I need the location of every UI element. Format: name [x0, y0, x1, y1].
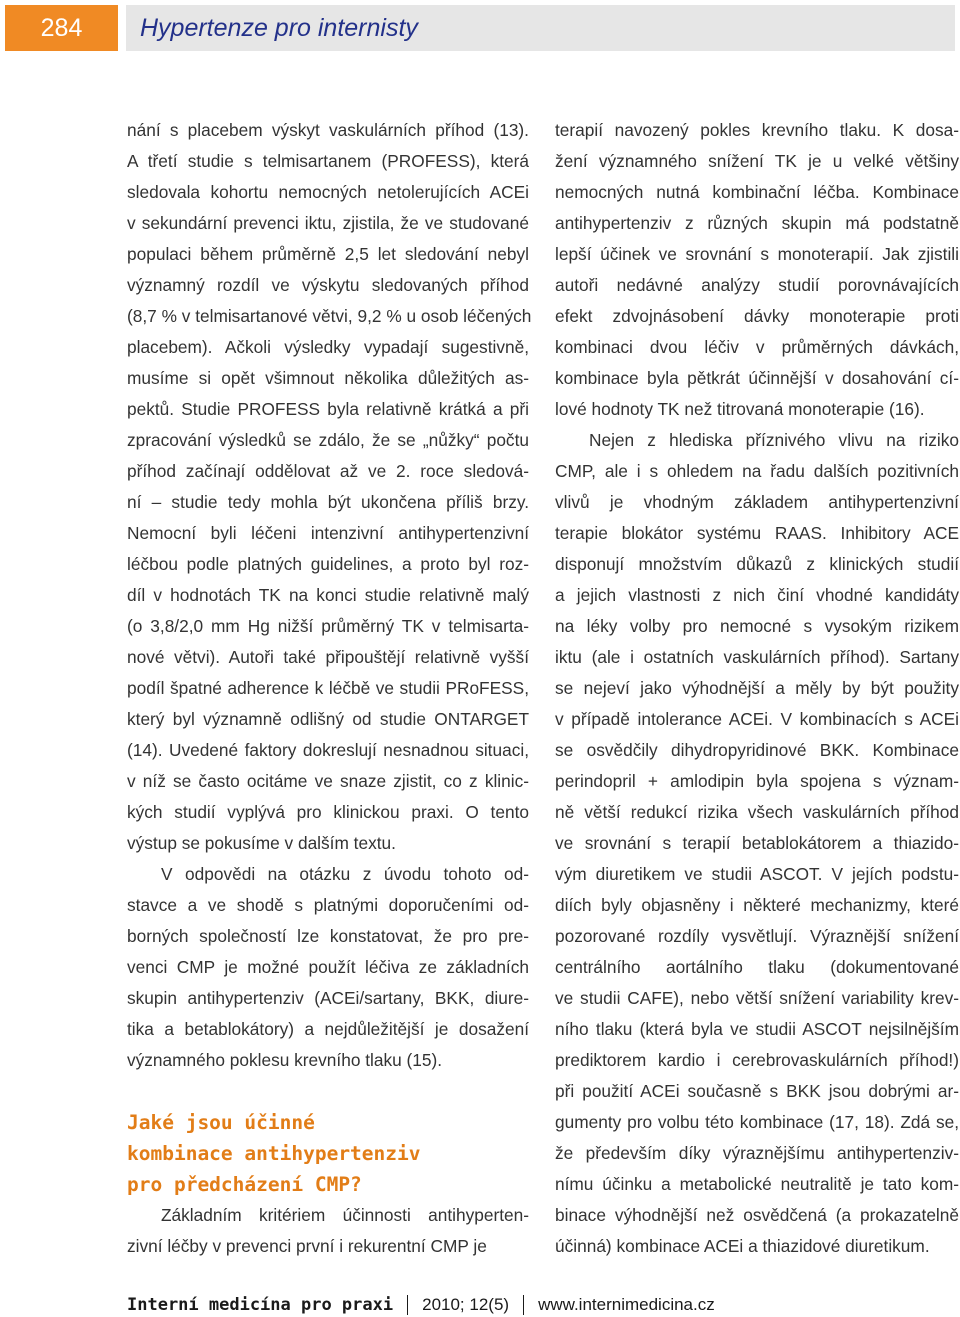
text-line: se osvědčily dihydropyridinové BKK. Kombinace — [555, 740, 959, 760]
text-line: iktu (ale i ostatních vaskulárních příhod). Sartany — [555, 647, 959, 667]
text-line: v sekundární prevenci iktu, zjistila, že ve studované — [127, 213, 529, 233]
section-heading-line: Jaké jsou účinné — [127, 1111, 315, 1134]
text-line: sledovala kohortu nemocných netolerujících ACEi — [127, 182, 529, 202]
text-line: binace výhodnější než osvědčená (a prokazatelně — [555, 1205, 959, 1225]
footer-url[interactable]: www.internimedicina.cz — [538, 1295, 715, 1314]
text-line: borných společností lze konstatovat, že pro pre- — [127, 926, 529, 946]
text-line: lové hodnoty TK než titrovaná monoterapie (16). — [555, 399, 925, 419]
text-line: se nejeví jako výhodnější a měly by být použity — [555, 678, 959, 698]
footer-divider — [523, 1295, 524, 1315]
page-footer — [127, 1293, 957, 1317]
text-line: A třetí studie s telmisartanem (PROFESS), která — [127, 151, 529, 171]
text-line: který byl významně odlišný od studie ONTARGET — [127, 709, 529, 729]
text-line: terapie blokátor systému RAAS. Inhibitory ACE — [555, 523, 959, 543]
text-line: musíme si opět všimnout několika důležitých as- — [127, 368, 529, 388]
text-line: ve studii CAFE), nebo větší snížení variability krev- — [555, 988, 959, 1008]
text-line: (14). Uvedené faktory dokreslují nesnadnou situaci, — [127, 740, 529, 760]
text-line: disponují množstvím důkazů z klinických studií — [555, 554, 959, 574]
text-line: (o 3,8/2,0 mm Hg nižší průměrný TK v telmisarta- — [127, 616, 529, 636]
left-column — [127, 115, 532, 1262]
text-line: terapií navozený pokles krevního tlaku. K dosa- — [555, 120, 959, 140]
spacer — [127, 1076, 529, 1107]
section-heading-line: kombinace antihypertenziv — [127, 1142, 421, 1165]
text-line: v níž se často ocitáme ve snaze zjistit, co z klinic- — [127, 771, 529, 791]
footer-journal-name: Interní medicína pro praxi — [127, 1295, 394, 1315]
text-line: lepší účinek ve srovnání s monoterapií. Jak zjistili — [555, 244, 959, 264]
text-line: centrálního aortálního tlaku (dokumentované — [555, 957, 959, 977]
right-column — [555, 115, 959, 1262]
text-line: díl v hodnotách TK na konci studie relativně malý — [127, 585, 529, 605]
section-heading-line: pro předcházení CMP? — [127, 1173, 362, 1196]
text-line: efekt zdvojnásobení dávky monoterapie proti — [555, 306, 959, 326]
text-line: ní – studie tedy mohla být ukončena příliš brzy. — [127, 492, 529, 512]
text-line: významného poklesu krevního tlaku (15). — [127, 1050, 443, 1070]
text-line: příhod začínají oddělovat až ve 2. roce sledová- — [127, 461, 529, 481]
text-line: stavce a ve shodě s platnými doporučeními od- — [127, 895, 529, 915]
text-line: skupin antihypertenziv (ACEi/sartany, BKK, diure- — [127, 988, 529, 1008]
text-line: vým diuretikem ve studii ASCOT. V jejích podstu- — [555, 864, 959, 884]
text-line: Nemocní byli léčeni intenzivní antihypertenzivní — [127, 523, 529, 543]
text-line: venci CMP je možné použít léčiva ze základních — [127, 957, 529, 977]
text-line: významný rozdíl ve výskytu sledovaných příhod — [127, 275, 529, 295]
text-line: Základním kritériem účinnosti antihyperten- — [161, 1205, 529, 1225]
text-line: pozorované rozdíly vysvětlují. Výraznější snížení — [555, 926, 959, 946]
text-line: žení významného snížení TK je u velké většiny — [555, 151, 959, 171]
page-number: 284 — [5, 5, 118, 51]
footer-divider — [407, 1295, 408, 1315]
text-line: nové větvi). Autoři také připouštějí relativně vyšší — [127, 647, 529, 667]
text-line: pektů. Studie PROFESS byla relativně krátká a při — [127, 399, 529, 419]
text-line: zivní léčby v prevenci první i rekurentní CMP je — [127, 1236, 487, 1256]
text-line: a jejich vlastnosti z nich činí vhodné kandidáty — [555, 585, 959, 605]
text-line: V odpovědi na otázku z úvodu tohoto od- — [161, 864, 529, 884]
text-line: zpracování výsledků se zdálo, že se „nůžky“ počtu — [127, 430, 529, 450]
running-header-title: Hypertenze pro internisty — [126, 5, 955, 51]
text-line: ve srovnání s terapií betablokátorem a thiazido- — [555, 833, 959, 853]
text-line: nemocných nutná kombinační léčba. Kombinace — [555, 182, 959, 202]
text-line: výstup se pokusíme v dalším textu. — [127, 833, 396, 853]
text-line: CMP, ale i s ohledem na řadu dalších pozitivních — [555, 461, 959, 481]
text-line: Nejen z hlediska příznivého vlivu na riziko — [589, 430, 959, 450]
text-line: nímu účinku a metabolické neutralitě je tato kom- — [555, 1174, 959, 1194]
text-line: ního tlaku (která byla ve studii ASCOT nejsilnějším — [555, 1019, 959, 1039]
text-line: placebem). Ačkoli výsledky vypadají sugestivně, — [127, 337, 529, 357]
text-line: léčbou podle platných guidelines, a proto byl roz- — [127, 554, 529, 574]
text-line: vlivů je vhodným základem antihypertenzivní — [555, 492, 959, 512]
text-line: gumenty pro volbu této kombinace (17, 18). Zdá se, — [555, 1112, 959, 1132]
text-line: nání s placebem výskyt vaskulárních příhod (13). — [127, 120, 529, 140]
text-line: účinná) kombinace ACEi a thiazidové diuretikum. — [555, 1236, 930, 1256]
text-line: tika a betablokátory) a nejdůležitější je dosažení — [127, 1019, 529, 1039]
text-line: kombinaci dvou léčiv v průměrných dávkách, — [555, 337, 959, 357]
text-line: populaci během průměrně 2,5 let sledování nebyl — [127, 244, 529, 264]
text-line: perindopril + amlodipin byla spojena s význam- — [555, 771, 959, 791]
footer-issue: 2010; 12(5) — [422, 1295, 510, 1314]
text-line: při použití ACEi současně s BKK jsou dobrými ar- — [555, 1081, 959, 1101]
text-line: v případě intolerance ACEi. V kombinacích s ACEi — [555, 709, 959, 729]
text-line: na léky volby pro nemocné s vysokým rizikem — [555, 616, 959, 636]
text-line: podíl špatné adherence k léčbě ve studii PRoFESS, — [127, 678, 529, 698]
text-line: autoři nedávné analýzy studií porovnávajících — [555, 275, 959, 295]
text-line: kých studií vyplývá pro klinickou praxi. O tento — [127, 802, 529, 822]
text-line: ně větší redukcí rizika všech vaskulárních příhod — [555, 802, 959, 822]
text-line: (8,7 % v telmisartanové větvi, 9,2 % u osob léčených — [127, 306, 532, 326]
text-line: diích byly objasněny i některé mechanizmy, které — [555, 895, 959, 915]
text-line: kombinace byla pětkrát účinnější v dosahování cí- — [555, 368, 959, 388]
text-line: antihypertenziv z různých skupin má podstatně — [555, 213, 959, 233]
text-line: že především díky výraznějšímu antihypertenziv- — [555, 1143, 959, 1163]
text-line: prediktorem kardio i cerebrovaskulárních příhod!) — [555, 1050, 959, 1070]
